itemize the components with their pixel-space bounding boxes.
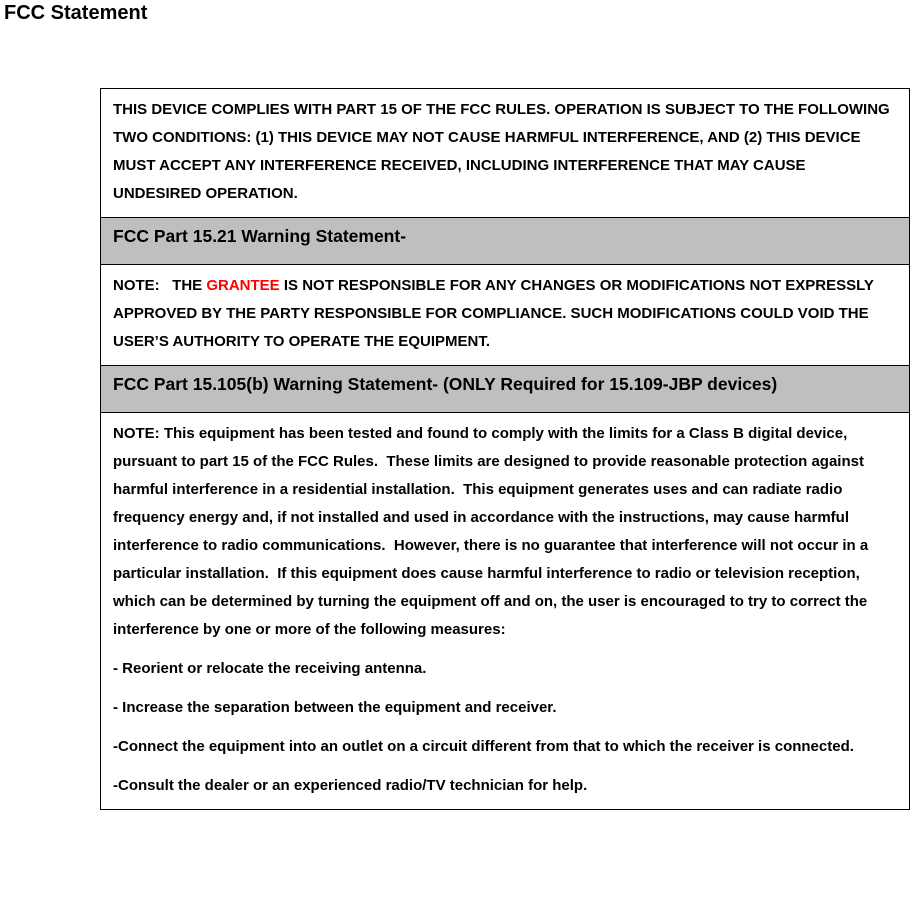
grantee-highlight: GRANTEE (206, 277, 280, 294)
section-header-part-15-21: FCC Part 15.21 Warning Statement- (101, 218, 910, 265)
grantee-note-suffix: IS NOT RESPONSIBLE FOR ANY CHANGES OR MODIFICATIONS NOT EXPRESSLY APPROVED BY THE PARTY RESPONSIBLE FOR COMPLIANCE. SUCH MODIFICATIONS COULD VOID THE USER’S AUTHORITY TO OPERATE THE EQUIPMENT. (113, 277, 878, 350)
measure-item-reorient: - Reorient or relocate the receiving antenna. (113, 660, 427, 677)
table-row (101, 89, 910, 218)
section-header-part-15-105: FCC Part 15.105(b) Warning Statement- (ONLY Required for 15.109-JBP devices) (101, 366, 910, 413)
fcc-statement-table (100, 88, 910, 810)
table-row (101, 413, 910, 810)
measure-item-increase-separation: - Increase the separation between the equipment and receiver. (113, 699, 557, 716)
class-b-note-cell (101, 413, 910, 810)
page-title: FCC Statement (4, 2, 148, 24)
table-row (101, 366, 910, 413)
grantee-note-prefix: NOTE: THE (113, 277, 207, 294)
grantee-note-cell (101, 265, 910, 366)
table-row (101, 265, 910, 366)
device-compliance-text: THIS DEVICE COMPLIES WITH PART 15 OF THE FCC RULES. OPERATION IS SUBJECT TO THE FOLLOWING TWO CONDITIONS: (1) THIS DEVICE MAY NOT CAUSE HARMFUL INTERFERENCE, AND (2) THIS DEVICE MUST ACCEPT ANY INTERFERENCE RECEIVED, INCLUDING INTERFERENCE THAT MAY CAUSE UNDESIRED OPERATION. (101, 89, 910, 218)
class-b-note-text: NOTE: This equipment has been tested and found to comply with the limits for a Class B digital device, pursuant to part 15 of the FCC Rules. These limits are designed to provide reasonable protection against harmful interference in a residential installation. This equipment generates uses and can radiate radio frequency energy and, if not installed and used in accordance with the instructions, may cause harmful interference to radio communications. However, there is no guarantee that interference will not occur in a particular installation. If this equipment does cause harmful interference to radio or television reception, which can be determined by turning the equipment off and on, the user is encouraged to try to correct the interference by one or more of the following measures: (113, 425, 873, 638)
measure-item-connect-outlet: -Connect the equipment into an outlet on a circuit different from that to which the receiver is connected. (113, 738, 854, 755)
measure-item-consult-dealer: -Consult the dealer or an experienced radio/TV technician for help. (113, 777, 588, 794)
table-row (101, 218, 910, 265)
